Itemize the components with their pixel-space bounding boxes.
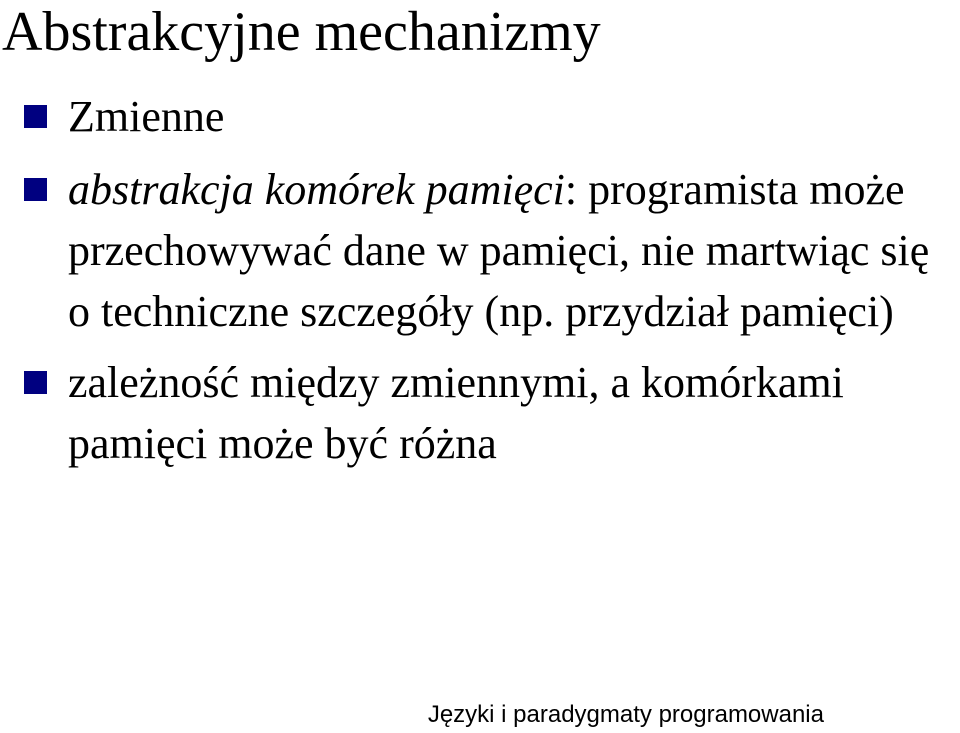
bullet-text: Zmienne: [68, 92, 225, 141]
bullet-list: [24, 86, 954, 484]
footer-course-name: Języki i paradygmaty programowania: [427, 701, 824, 728]
square-bullet-icon: [24, 371, 47, 394]
bullet-text: : programista może przechowywać dane w pamięci, nie martwiąc się o techniczne szczegóły (np. przydział pamięci): [68, 165, 930, 336]
bullet-item-memory-abstraction: [24, 159, 954, 342]
bullet-text: zależność między zmiennymi, a komórkami pamięci może być różna: [68, 358, 844, 468]
slide-title: Abstrakcyjne mechanizmy: [2, 1, 601, 63]
bullet-item-variable-memory-relation: [24, 352, 954, 474]
square-bullet-icon: [24, 178, 47, 201]
bullet-item-variables: [24, 86, 954, 147]
square-bullet-icon: [24, 105, 47, 128]
bullet-term: abstrakcja komórek pamięci: [68, 165, 565, 214]
